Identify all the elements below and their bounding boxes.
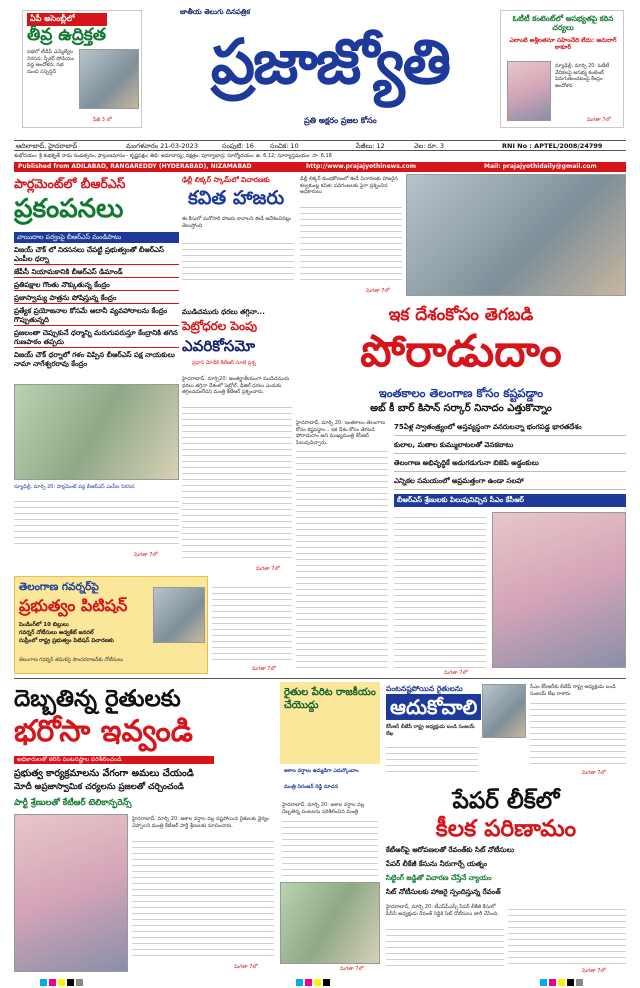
aadukovali-body-lines [530,698,626,768]
brs-point: విజయ్ చౌక్ ధర్నాలో గళం విప్పిన బీఆర్ఎస్ పక్ష నాయకులు నామా నాగేశ్వరరావు కేంద్రం [14,351,175,368]
brs-story[interactable] [14,174,179,564]
petrol-body: హైదరాబాద్, మార్చి20: అంతర్జాతీయంగా ముడిచమురు ధరలు తగ్గినా దేశంలో పెట్రోల్, డీజిల్ ధరలు ఎందుకు తగ్గించడంలేదని మంత్రి కేటీఆర్ ప్రశ్నించారు. [182,376,290,395]
farmers-headline-1: దెబ్బతిన్న రైతులకు [14,686,181,712]
website-link[interactable]: http://www.prajajyothinews.com [306,163,416,170]
kavitha-headline: కవిత హాజరు [188,187,285,209]
lead-point: బీఆర్ఎస్ శ్రేణులకు పిలుపునిచ్చిన సీఎం కేసీఆర్ [394,494,626,507]
mail-address[interactable]: Mail: prajajyothidaily@gmail.com [484,163,597,170]
kavitha-side-lines [182,238,294,284]
right-teaser-credit: మిగతా 7లో [587,117,611,123]
brs-headline: ప్రకంపనలు [14,194,124,224]
dateline-price: వెల: రూ. 3 [414,142,444,150]
brs-point: ప్రజాస్వామ్య పాత్రను పోషిస్తున్న కేంద్రం [14,294,179,304]
aadukovali-left-lines [386,742,478,776]
paper-leak-body-lines [386,924,504,966]
petrol-headline-1: పెట్రోధరల పెంపు [182,319,258,333]
teaser-kicker: ఏపీ అసెంబ్లీలో [27,13,107,26]
farmers-credit: మిగతా 7లో [234,964,258,970]
masthead-tagline: జాతీయ తెలుగు దినపత్రిక [180,8,250,16]
dateline-city: ఆదిలాబాద్, హైదరాబాద్ [16,142,78,150]
right-teaser-sub: ఎలాంటి అశ్లీలతనూ సహించేది లేదు: అనురాగ్ ఠాకూర్ [509,37,617,51]
brs-continued: మిగతా 7లో [134,552,158,558]
aadukovali-credit: మిగతా 7లో [582,770,606,776]
lead-sub-2: అబ్ కీ బార్ కిసాన్ సర్కార్ నినాదం ఎత్తుకొన్నాం [370,403,552,414]
panchangam: శుభోదయం: శ్రీ శుభకృత్ నామ సంవత్సరం, ఫాల్గుణమాసం - కృష్ణపక్షం; తిథి: అమావాస్య; నక్షత్రం: పూర్వాభాద్ర; సూర్యోదయం: ఉ. 6.12; సూర్యాస్తమయం: సా. 6.18 [14,153,332,159]
paper-leak-sub-3: సిట్టింగ్ జడ్జితో విచారణ చేస్తేనే న్యాయం [386,874,492,882]
rythu-headline: రైతుల పేరిట రాజకీయం చేయొద్దు [284,687,376,711]
governor-photo [153,587,205,643]
lead-point: 75ఏళ్ల స్వాతంత్ర్యంలో అస్తవ్యస్థంగా వనరులన్నా భంగపడ్డ భారతదేశం [394,422,626,436]
dateline-rni: RNI No : APTEL/2008/24799 [502,142,603,150]
paper-leak-headline-2: కీలక పరిణామం [435,816,577,842]
brs-point: విజయ్ చౌక్ లో నిరసనలు చేపట్టి ప్రభుత్వంతో బీఆర్ఎస్ ఎంపీల ధర్నా [14,246,179,265]
aadukovali-body: సీఎం కేసీఆర్‌కు బీజేపీ రాష్ట్ర అధ్యక్షుడు బండి సంజయ్ లేఖ రాశారు [530,684,616,697]
lead-point: కులాల, మతాల కుమ్ములాటలతో వెనకబాటు [394,440,626,454]
brs-point: ప్రతిపక్షాల గొంతు నొక్కుతున్న కేంద్రం [14,281,179,291]
lead-credit: మిగతా 7లో [444,670,468,676]
kavitha-story[interactable] [182,174,626,300]
petrol-story[interactable] [182,306,292,578]
dateline-issue: సంచిక: 10 [270,142,299,150]
governor-line: పెండింగ్‌లో 10 బిల్లులు [19,622,69,628]
lead-point: ఎన్నికల సమయంలో అప్రమత్తంగా ఉండా సలహా [394,476,626,490]
paper-leak-sub-2: పేపర్ లీకేజీ కేసును నీరుగార్చే యత్నం [386,860,488,868]
lead-sub-1: ఇంతకాలం తెలంగాణ కోసం కష్టపడ్డాం [378,386,544,400]
farmers-photo [14,814,128,972]
lead-points [394,422,626,507]
brs-point: ప్రత్యేక ప్రయోజనాల కోసమే ఆదానీ వ్యవహారాలను కేంద్రం గొప్పుతున్నది [14,307,179,326]
paper-leak-sub-4: సిట్ నోటీసులకు హాజరై స్పందిస్తున్న రేవంత్ [386,888,501,896]
kavitha-body: ఢిల్లీ లిక్కర్ కుంభకోణంలో ఈడీ విచారణకు హాజరైన కల్వకుంట్ల కవిత; పదిగంటలకు పైగా ప్రశ్నించిన అధికారులు [300,176,398,195]
teaser-headline: తీవ్ర ఉద్రిక్తత [27,25,106,45]
paper-leak-headline-1: పేపర్ లీక్‌లో [452,788,560,814]
petrol-headline-2: ఎవరికోసమో [182,337,256,355]
publish-strip [14,162,626,172]
rythu-photo [280,882,380,964]
registration-marks-left [40,979,83,986]
registration-marks-center [296,979,330,986]
rythu-body-lines [282,816,378,876]
rythu-credit: మిగతా 7లో [340,966,364,972]
governor-lines [19,621,151,645]
masthead [0,0,640,138]
petrol-kicker: ముడిచమురు ధరలు తగ్గినా... [182,308,265,316]
farmers-sub-1: ప్రభుత్వ కార్యక్రమాలను వేగంగా అమలు చేయండి [14,768,194,779]
governor-credit: మిగతా 7లో [252,666,276,672]
farmers-body-lines [132,836,274,960]
governor-body-lines [212,582,292,664]
section-divider [14,678,626,679]
right-teaser-headline: ఓటీటీ కంటెంట్‌లో అసభ్యతపై కఠిన చర్యలు [512,14,614,32]
aadukovali-sub: కేసీఆర్ బీజేపీ రాష్ట్ర అధ్యక్షుడు బండి సంజయ్ లేఖ [386,724,475,737]
kavitha-side: ఈ కేసులో మరోసారి హాజరు కావాలని ఈడీ ఆదేశించినట్లు తెలుస్తోంది [182,216,292,229]
right-teaser-photo [507,61,551,121]
aadukovali-kicker: పంటనష్టపోయిన రైతులను [386,684,463,693]
rythu-story[interactable] [280,682,380,976]
lead-story[interactable] [296,304,626,678]
lead-point: తెలంగాణ అభివృద్ధికే అడుగడుగునా బిజెపి అడ్డంకులు [394,458,626,472]
governor-headline: ప్రభుత్వం పిటిషన్ [19,596,128,615]
farmers-body: హైదరాబాద్, మార్చి 20: అకాల వర్షాల వల్ల నష్టపోయిన రైతులకు ధైర్యం చెప్పాలని మంత్రి కేటీఆర్ పార్టీ శ్రేణులకు సూచించారు. [132,816,269,829]
dateline-date: మంగళవారం 21-03-2023 [126,142,198,150]
masthead-motto: ప్రతి అక్షరం ప్రజల కోసం [304,116,377,125]
paper-leak-story[interactable] [386,786,626,978]
petrol-sub: ప్రధాని మోడీకి కేటీఆర్ సూటి ప్రశ్న [192,360,256,366]
aadukovali-story[interactable] [386,682,626,782]
brs-photo [14,384,179,480]
petrol-body-lines [182,402,292,562]
petrol-credit: మిగతా 7లో [256,566,280,572]
farmers-tag: అధికారులతో కలిసి పంటనష్టాల పరిశీలించండి [14,756,214,764]
paper-leak-body: హైదరాబాద్, మార్చి 20: టీఎస్‌పీఎస్సీ పేపర్ లీకేజీ కేసులో పీసీసీ అధ్యక్షుడు రేవంత్ రెడ్డికి సిట్ నోటీసులు జారీ చేసింది. [386,904,499,917]
brs-kicker: పార్లమెంట్‌లో బీఆర్ఎస్ [14,176,126,191]
kavitha-body-lines [300,202,402,284]
paper-leak-credit: మిగతా 7లో [582,968,606,974]
farmers-sub-2: మోదీ అప్రజాస్వామిక చర్యలను ప్రజలతో చర్చించండి [14,782,184,792]
dateline-bar [14,140,626,151]
governor-body: తెలంగాణ గవర్నర్ తమిళిసై సౌందరరాజన్‌కు నోటీసులు [19,657,124,663]
governor-story[interactable] [14,576,208,674]
teaser-body: సభలో టీడీపీ ఎమ్మెల్యేల నిరసన; స్పీకర్ పోడియం వద్ద ఆందోళన; సభ నుంచి సస్పెన్షన్ [27,49,75,75]
paper-leak-sub-1: కేటీఆర్‌పై ఆరోపణలతో రేవంత్‌కు సిట్ నోటీసులు [386,846,514,854]
masthead-logo: ప్రజాజ్యోతి [210,25,450,98]
brs-points [14,232,179,369]
brs-point: జేపీసీ నియామకానికి బీఆర్ఎస్ డిమాండ్ [14,268,179,278]
farmers-sub-3: పార్టీ శ్రేణులతో కేటీఆర్ టెలికాన్ఫరెన్స్ [14,798,132,808]
registration-marks-right [540,979,583,986]
governor-kicker: తెలంగాణ గవర్నర్‌పై [19,581,99,593]
aadukovali-headline: ఆదుకోవాలి [386,694,481,720]
rythu-body: హైదరాబాద్, మార్చి 20: అకాల వర్షాల వల్ల దెబ్బతిన్న పంటలను పరిశీలించిన మంత్రి [282,802,365,815]
farmers-headline-2: భరోసా ఇవ్వండి [14,714,193,749]
rythu-sub-2: మంత్రి నిరంజన్ రెడ్డి సూచన [284,784,338,790]
governor-line: గవర్నర్ నోటీసులు అడ్వకేట్ జనరల్ [19,630,94,636]
lead-body-lines-2 [394,512,486,668]
kavitha-credit: మిగతా 7లో [366,288,390,294]
brs-caption: న్యూఢిల్లీ, మార్చి 20: పార్లమెంట్ వద్ద బీఆర్ఎస్ ఎంపీల నిరసన [14,484,135,490]
right-teaser-body: న్యూఢిల్లీ, మార్చి 20: ఓటీటీ వేదికలపై అసభ్య కంటెంట్ పెరుగుతుండటంపై కేంద్రం ఆందోళన [555,63,610,89]
lead-body: హైదరాబాద్, మార్చి 20: ఇంతకాలం తెలంగాణ కోసం కష్టపడ్డాం... ఇక దేశం కోసం తెగబడి పోరాడుదాం అని ముఖ్యమంత్రి కేసీఆర్ పిలుపునిచ్చారు. [296,420,386,446]
rythu-sub: అకాల వర్షాలు ఉమ్మడిగా ఎదుర్కొందాం [284,768,359,774]
rythu-box [280,682,380,764]
masthead-right-teaser[interactable] [500,10,624,128]
kavitha-kicker: ఢిల్లీ లిక్కర్ స్కామ్‌లో విచారణకు [182,176,270,184]
lead-body-lines [296,446,388,668]
kavitha-photo [406,174,626,296]
brs-body-text [14,496,179,548]
paper-leak-body-lines-2 [508,904,626,966]
dateline-pages: పేజీలు: 12 [356,142,385,150]
governor-column-2 [212,582,292,674]
brs-point: వాయిదాల పర్వంపై బీఆర్ఎస్ మండిపాటు [14,232,179,243]
lead-photo-kcr [492,512,626,668]
lead-headline: పోరాడుదాం [360,326,562,377]
brs-point: ప్రజలంతా చెప్పుకునే ధర్మాన్ని మరుగుపరుస్తూ కేంద్రానికి తగిన గుణపాఠం తప్పదు [14,329,178,346]
governor-line: సుప్రీంలో రాష్ట్ర ప్రభుత్వం పిటిషన్ విచారణకు [19,638,114,644]
farmers-story[interactable] [14,682,274,976]
dateline-volume: సంపుటి: 16 [222,142,254,150]
teaser-credit: పేజీ 3 లో [93,117,112,123]
teaser-photo [79,49,139,109]
lead-kicker: ఇక దేశంకోసం తెగబడి [388,305,534,325]
masthead-left-teaser[interactable] [22,10,142,128]
published-from: Published from ADILABAD, RANGAREDDY (HYDERABAD), NIZAMABAD [18,163,252,170]
aadukovali-photo [482,684,526,738]
